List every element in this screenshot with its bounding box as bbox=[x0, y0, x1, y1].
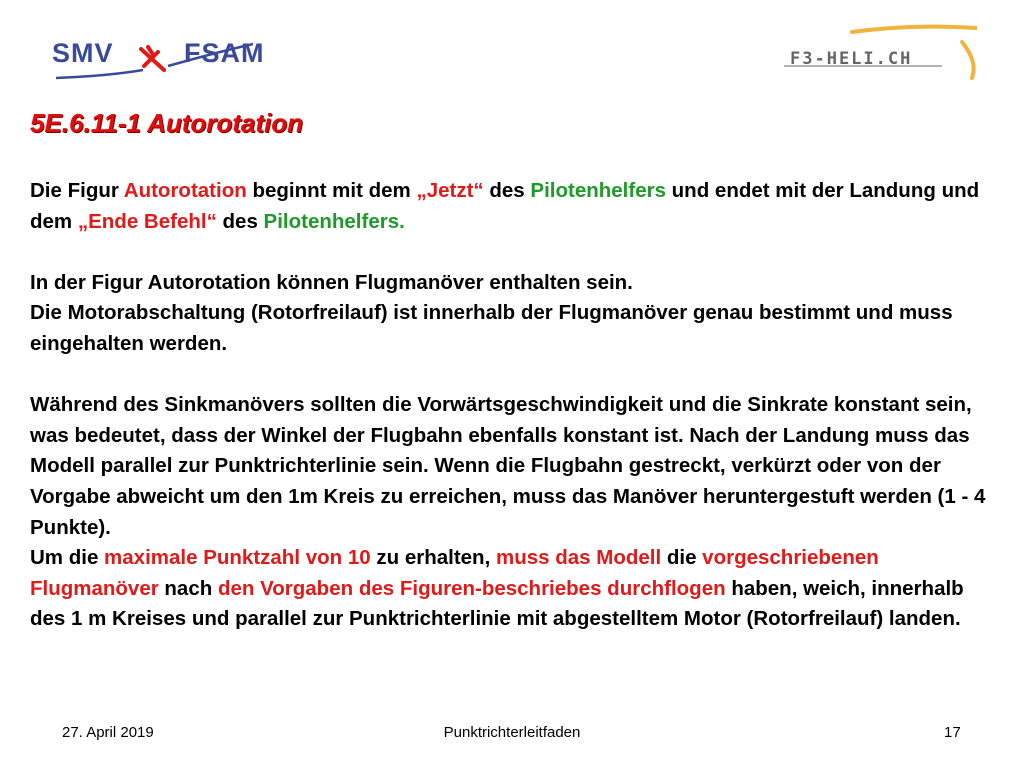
text-run: des bbox=[483, 179, 531, 202]
text-run: des bbox=[216, 209, 264, 233]
highlight-red: maximale Punktzahl von 10 bbox=[104, 546, 371, 570]
paragraph-intro bbox=[30, 176, 990, 237]
highlight-red: Autorotation bbox=[123, 179, 247, 202]
logo-fsam-text: FSAM bbox=[184, 38, 265, 68]
smv-fsam-logo bbox=[48, 30, 263, 85]
text-run: beginnt mit dem bbox=[246, 179, 417, 202]
text-run: und endet mit der Landung und dem bbox=[30, 179, 980, 233]
highlight-red: den Vorgaben des Figuren-beschriebes durchflogen bbox=[217, 576, 726, 600]
text-run: die bbox=[661, 546, 703, 570]
footer-title: Punktrichterleitfaden bbox=[443, 724, 581, 741]
spacer bbox=[30, 237, 990, 268]
paragraph-motor-cutoff: Die Motorabschaltung (Rotorfreilauf) ist innerhalb der Flugmanöver genau bestimmt und muss eingehalten werden. bbox=[30, 301, 953, 355]
footer-date: 27. April 2019 bbox=[62, 724, 154, 741]
text-run: Um die bbox=[30, 546, 105, 570]
text-run: zu erhalten, bbox=[370, 546, 496, 570]
highlight-red: „Jetzt“ bbox=[416, 179, 484, 202]
text-run: haben, weich, innerhalb des 1 m Kreises und parallel zur Punktrichterlinie mit abgestelltem Motor (Rotorfreilauf) landen. bbox=[30, 576, 964, 631]
highlight-red: vorgeschriebenen Flugmanöver bbox=[30, 546, 879, 600]
highlight-red: „Ende Befehl“ bbox=[77, 209, 217, 233]
text-run: nach bbox=[158, 576, 218, 600]
highlight-green: Pilotenhelfers. bbox=[263, 209, 405, 233]
spacer bbox=[30, 360, 990, 391]
logo-f3heli-text: F3-HELI.CH bbox=[790, 49, 913, 69]
slide-body bbox=[30, 176, 990, 635]
footer-page-number: 17 bbox=[944, 724, 961, 741]
f3-heli-logo bbox=[782, 22, 977, 82]
paragraph-descent: Während des Sinkmanövers sollten die Vorwärtsgeschwindigkeit und die Sinkrate konstant sein, was bedeutet, dass der Winkel der Flugbahn ebenfalls konstant ist. Nach der Landung muss das Modell parallel zur Punktrichterlinie sein. Wenn die Flugbahn gestreckt, verkürzt oder von der Vorgabe abweicht um den 1m Kreis zu erreichen, muss das Manöver heruntergestuft werden (1 - 4 Punkte). bbox=[30, 393, 986, 539]
paragraph-maneuvers: In der Figur Autorotation können Flugmanöver enthalten sein. bbox=[30, 270, 633, 294]
text-run: Die Figur bbox=[30, 179, 124, 202]
highlight-red: muss das Modell bbox=[495, 546, 662, 570]
slide-title: 5E.6.11-1 Autorotation bbox=[30, 108, 304, 138]
logo-smv-text: SMV bbox=[52, 38, 114, 68]
highlight-green: Pilotenhelfers bbox=[530, 179, 666, 202]
paragraph-max-score bbox=[30, 543, 990, 635]
